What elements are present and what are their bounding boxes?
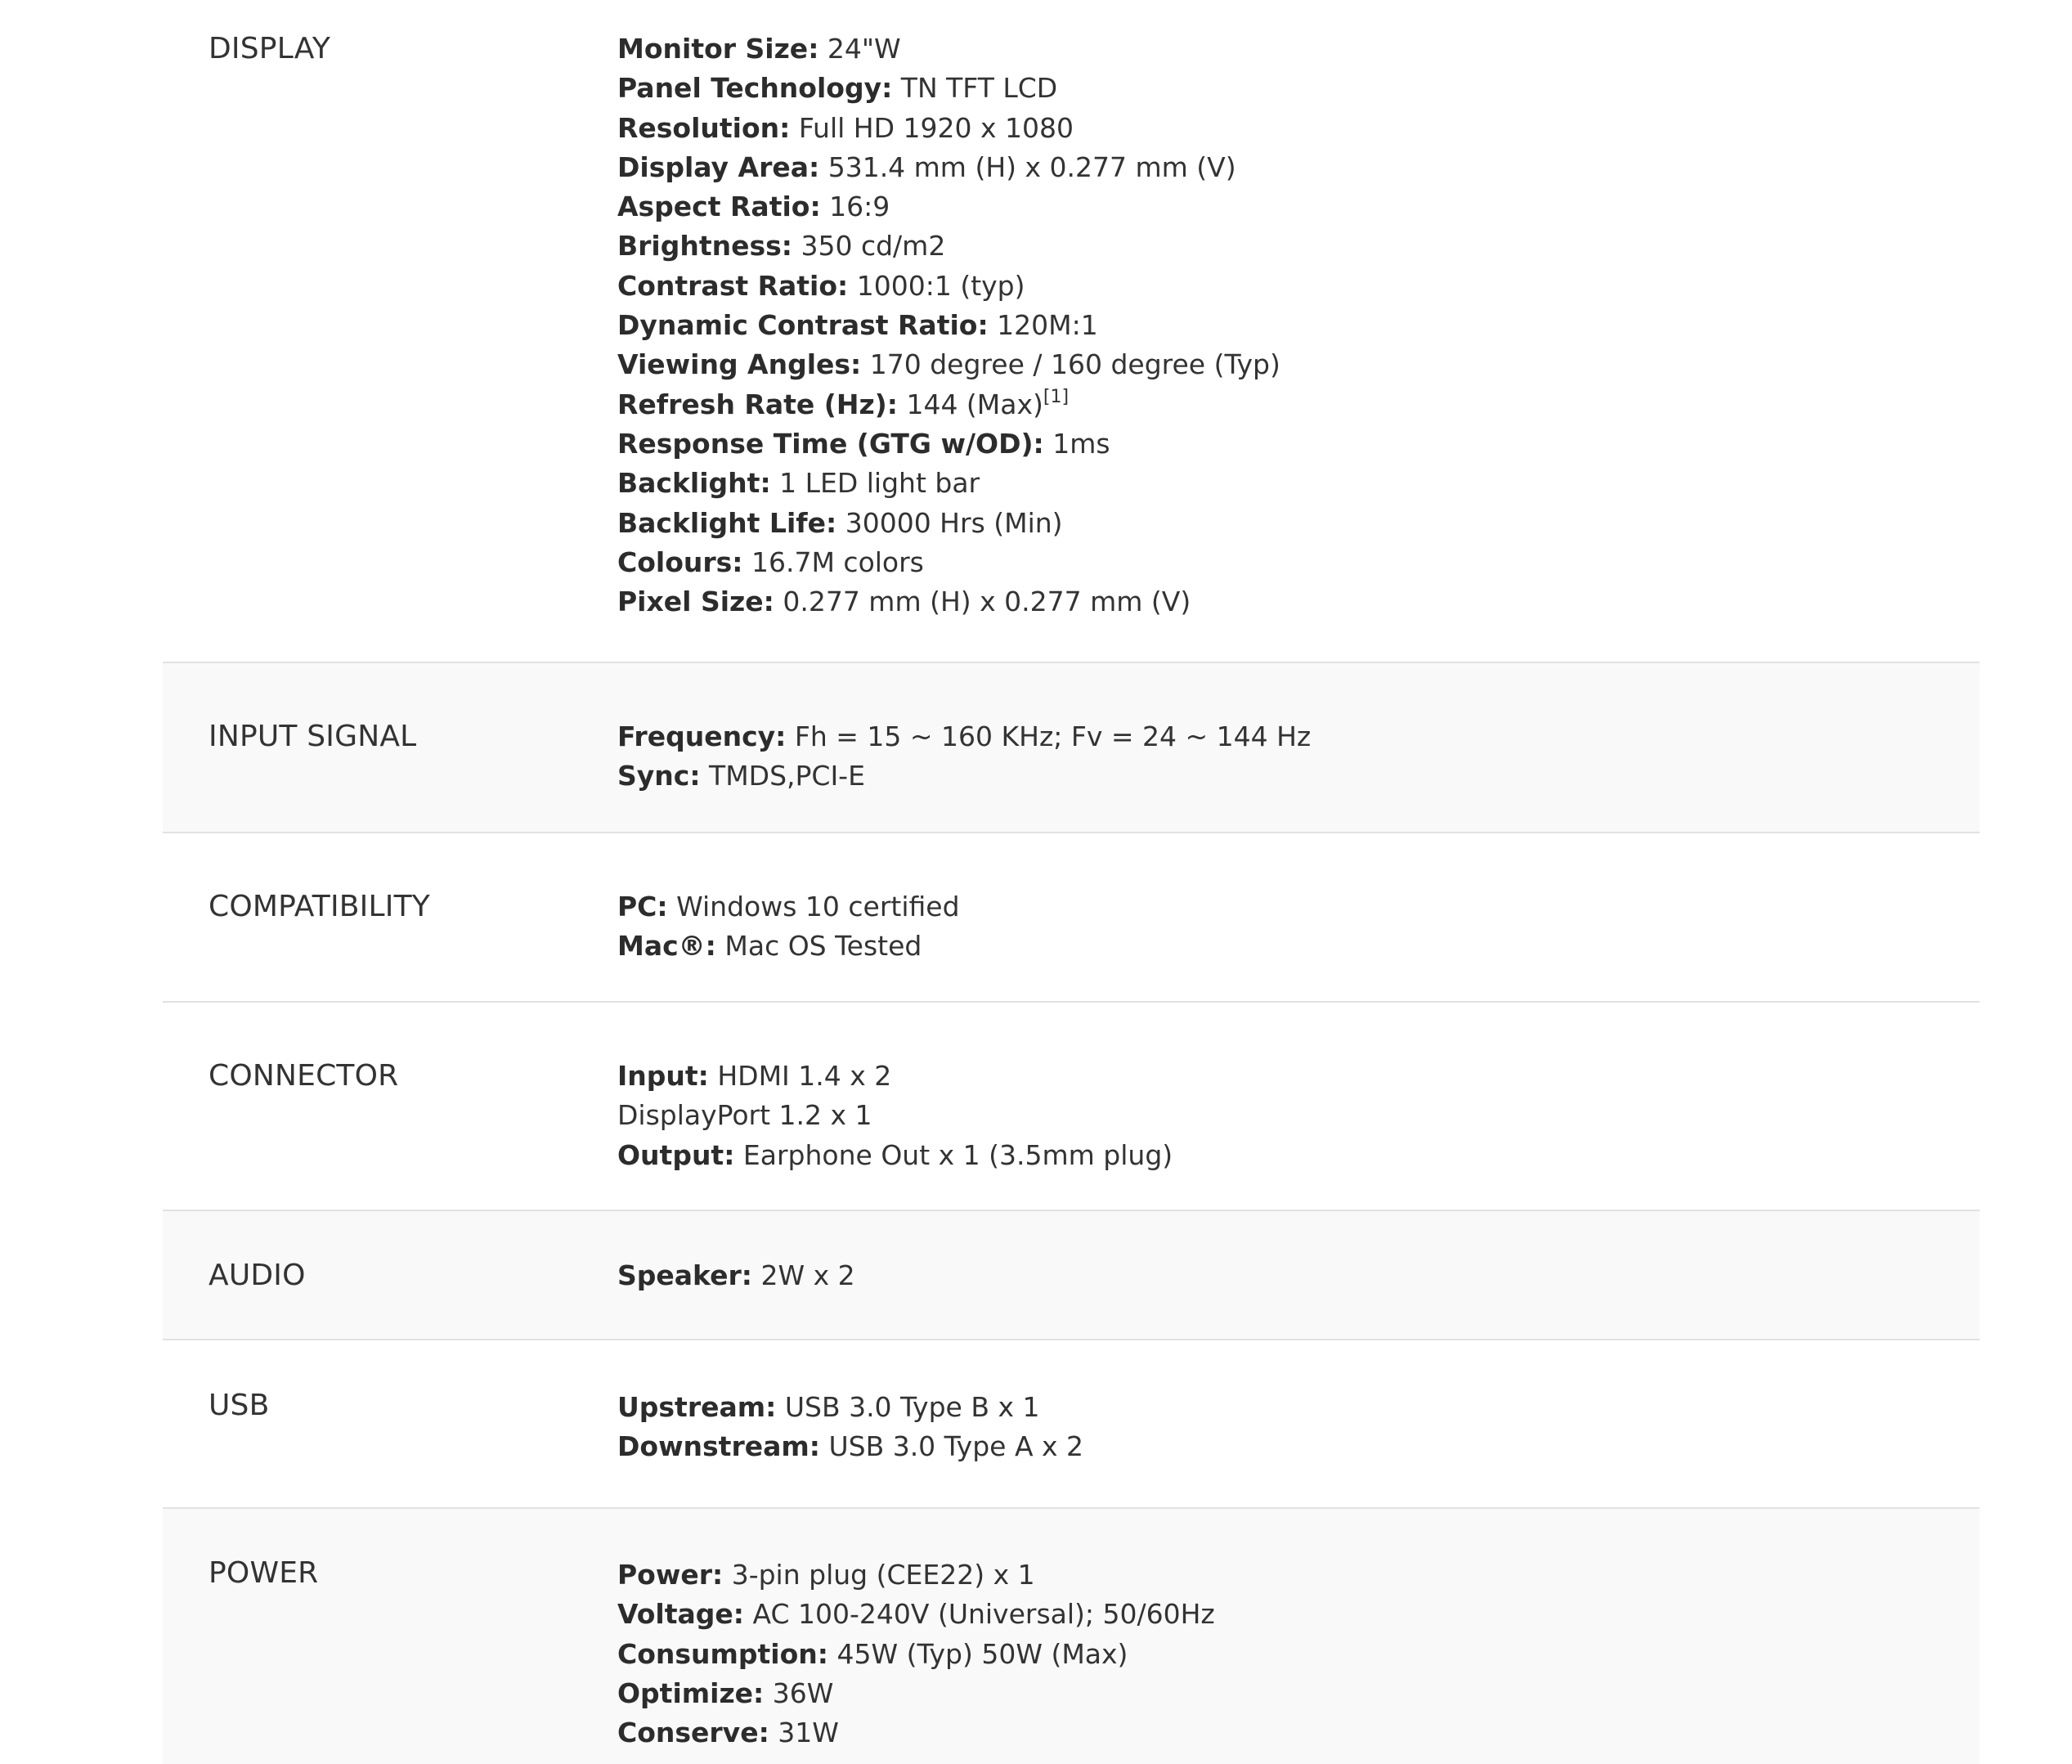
spec-value: Mac OS Tested (724, 930, 922, 963)
spec-value: Fh = 15 ~ 160 KHz; Fv = 24 ~ 144 Hz (794, 720, 1312, 752)
spec-label: Upstream: (617, 1391, 777, 1423)
spec-value: AC 100-240V (Universal); 50/60Hz (752, 1598, 1215, 1631)
spec-line (617, 1635, 1980, 1674)
spec-value: 1 LED light bar (779, 467, 980, 500)
spec-line (617, 887, 1980, 927)
spec-value: 31W (778, 1717, 839, 1749)
spec-label: Consumption: (617, 1637, 828, 1670)
spec-label: Optimize: (617, 1676, 765, 1709)
spec-label: PC: (617, 891, 668, 922)
spec-label: Pixel Size: (617, 586, 774, 618)
spec-row-usb (163, 1340, 1980, 1509)
spec-values (617, 29, 1980, 662)
footnote-marker[interactable]: [1] (1043, 386, 1070, 407)
spec-label: Power: (617, 1559, 724, 1591)
section-title: INPUT SIGNAL (209, 720, 417, 753)
spec-label: Monitor Size: (617, 33, 819, 65)
spec-value: Earphone Out x 1 (3.5mm plug) (742, 1138, 1173, 1171)
spec-value: 3-pin plug (CEE22) x 1 (731, 1559, 1035, 1591)
spec-line (617, 345, 1980, 384)
spec-row-compatibility (163, 833, 1980, 1003)
spec-label: Dynamic Contrast Ratio: (617, 309, 989, 342)
spec-line (617, 29, 1980, 69)
spec-label: Downstream: (617, 1430, 820, 1463)
spec-value: USB 3.0 Type A x 2 (828, 1430, 1084, 1463)
spec-row-connector (163, 1003, 1980, 1211)
spec-line (617, 1595, 1980, 1634)
spec-line (617, 267, 1980, 306)
spec-values (617, 887, 1980, 1001)
spec-line (617, 543, 1980, 582)
section-title: POWER (209, 1556, 319, 1590)
spec-label: Panel Technology: (617, 72, 893, 105)
spec-line (617, 227, 1980, 266)
spec-value: 16:9 (829, 191, 890, 223)
spec-value: 2W x 2 (760, 1259, 855, 1291)
spec-line (617, 927, 1980, 966)
spec-line (617, 109, 1980, 148)
spec-label: Refresh Rate (Hz): (617, 388, 898, 420)
spec-value: 531.4 mm (H) x 0.277 mm (V) (827, 150, 1236, 183)
spec-label: Input: (617, 1060, 709, 1092)
spec-line (617, 1674, 1980, 1713)
spec-label: Conserve: (617, 1717, 769, 1749)
spec-line (617, 1388, 1980, 1427)
spec-value: 45W (Typ) 50W (Max) (836, 1637, 1128, 1670)
spec-value: DisplayPort 1.2 x 1 (617, 1099, 872, 1132)
spec-line (617, 385, 1980, 424)
spec-label: Speaker: (617, 1259, 752, 1291)
spec-value: TMDS,PCI-E (709, 760, 865, 792)
spec-value: 1000:1 (typ) (856, 269, 1025, 302)
spec-label: Voltage: (617, 1598, 744, 1631)
spec-line (617, 464, 1980, 503)
spec-label: Sync: (617, 760, 701, 792)
spec-line (617, 756, 1980, 796)
spec-label: Viewing Angles: (617, 348, 862, 381)
spec-value: 36W (772, 1676, 834, 1709)
spec-label: Aspect Ratio: (617, 191, 821, 223)
spec-value: HDMI 1.4 x 2 (717, 1060, 892, 1092)
spec-label: Backlight: (617, 467, 771, 500)
spec-value: USB 3.0 Type B x 1 (784, 1391, 1040, 1423)
section-title: COMPATIBILITY (209, 890, 430, 923)
spec-label: Contrast Ratio: (617, 269, 849, 302)
spec-label: Resolution: (617, 111, 791, 144)
spec-value: 170 degree / 160 degree (Typ) (869, 348, 1280, 381)
spec-line (617, 69, 1980, 108)
spec-line (617, 424, 1980, 464)
spec-line (617, 1256, 1980, 1295)
spec-line (617, 306, 1980, 345)
spec-value: TN TFT LCD (900, 72, 1058, 105)
spec-row-power (163, 1509, 1980, 1764)
spec-label: Display Area: (617, 150, 820, 183)
spec-value: 0.277 mm (H) x 0.277 mm (V) (783, 586, 1191, 618)
spec-values (617, 1554, 1980, 1764)
spec-line (617, 1057, 1980, 1096)
spec-line (617, 582, 1980, 622)
spec-line (617, 1096, 1980, 1135)
spec-label: Colours: (617, 545, 743, 578)
spec-line (617, 1427, 1980, 1466)
section-title: CONNECTOR (209, 1059, 399, 1093)
spec-value: 30000 Hrs (Min) (845, 506, 1063, 539)
spec-value: 144 (Max) (906, 388, 1043, 420)
section-title: USB (209, 1389, 270, 1422)
spec-label: Response Time (GTG w/OD): (617, 427, 1044, 460)
spec-label: Output: (617, 1138, 735, 1171)
spec-values (617, 1256, 1980, 1339)
spec-value: 120M:1 (997, 309, 1098, 342)
spec-row-input-signal (163, 663, 1980, 833)
spec-line (617, 1136, 1980, 1175)
spec-value: 24"W (827, 33, 901, 65)
spec-line (617, 717, 1980, 756)
spec-line (617, 1555, 1980, 1595)
spec-value: Full HD 1920 x 1080 (798, 111, 1074, 144)
spec-values (617, 717, 1980, 832)
spec-line (617, 148, 1980, 187)
spec-table (163, 0, 1980, 1764)
spec-label: Frequency: (617, 720, 787, 752)
spec-label: Backlight Life: (617, 506, 837, 539)
spec-values (617, 1057, 1980, 1210)
section-title: AUDIO (209, 1259, 306, 1292)
spec-value: 1ms (1052, 427, 1110, 460)
spec-label: Mac®: (617, 930, 716, 963)
spec-value: 16.7M colors (751, 545, 924, 578)
spec-value: Windows 10 certified (676, 891, 960, 922)
section-title: DISPLAY (209, 32, 331, 65)
spec-row-display (163, 0, 1980, 663)
spec-row-audio (163, 1211, 1980, 1340)
spec-values (617, 1386, 1980, 1507)
spec-line (617, 504, 1980, 543)
spec-line (617, 1713, 1980, 1753)
spec-line (617, 187, 1980, 227)
spec-label: Brightness: (617, 230, 792, 263)
spec-value: 350 cd/m2 (801, 230, 946, 263)
